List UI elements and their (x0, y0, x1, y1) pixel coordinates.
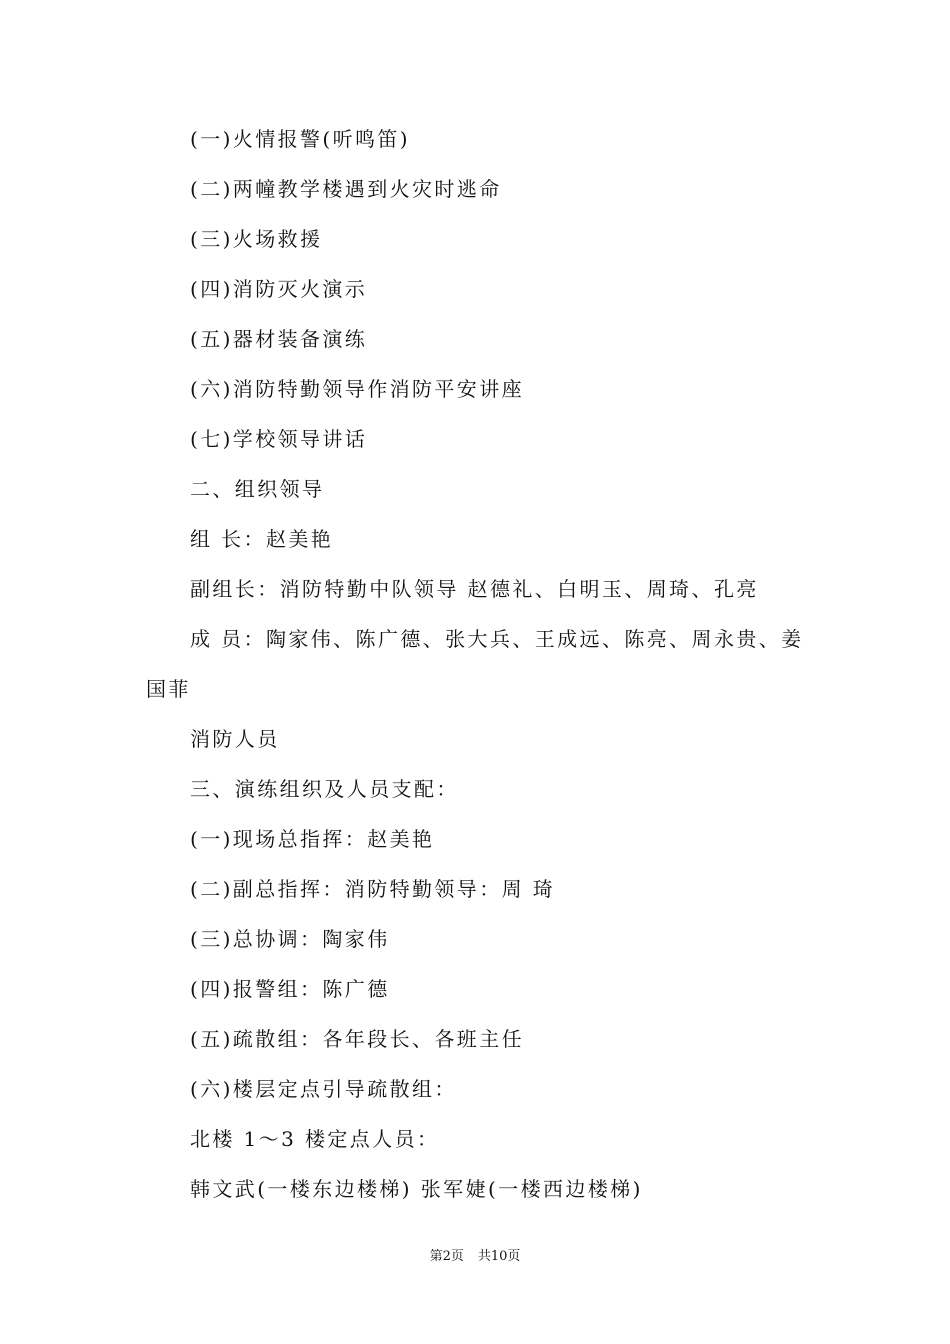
list-item: (一)火情报警(听鸣笛) (190, 127, 411, 151)
list-item: (二)副总指挥：消防特勤领导：周 琦 (190, 877, 556, 901)
list-item: (五)疏散组：各年段长、各班主任 (190, 1027, 525, 1051)
list-item: (四)报警组：陈广德 (190, 977, 390, 1001)
list-item: (四)消防灭火演示 (190, 277, 368, 301)
paragraph: 组 长：赵美艳 (190, 527, 334, 551)
list-item: (二)两幢教学楼遇到火灾时逃命 (190, 177, 502, 201)
list-item: (一)现场总指挥：赵美艳 (190, 827, 435, 851)
list-item: (六)楼层定点引导疏散组： (190, 1077, 457, 1101)
list-item: (七)学校领导讲话 (190, 427, 368, 451)
list-item: (三)总协调：陶家伟 (190, 927, 390, 951)
paragraph: 韩文武(一楼东边楼梯) 张军婕(一楼西边楼梯) (190, 1177, 643, 1201)
paragraph: 消防人员 (190, 727, 280, 751)
page-number: 第2页 (429, 1249, 464, 1264)
paragraph-continuation: 国菲 (146, 677, 191, 701)
paragraph: 北楼 1～3 楼定点人员： (190, 1127, 440, 1151)
section-heading: 三、演练组织及人员支配： (190, 777, 459, 801)
document-body (146, 114, 826, 1214)
paragraph: 成 员：陶家伟、陈广德、张大兵、王成远、陈亮、周永贵、姜 (190, 627, 804, 651)
list-item: (五)器材装备演练 (190, 327, 368, 351)
section-heading: 二、组织领导 (190, 477, 325, 501)
list-item: (三)火场救援 (190, 227, 323, 251)
page-total: 共10页 (477, 1249, 521, 1264)
page-footer (0, 1248, 950, 1266)
list-item: (六)消防特勤领导作消防平安讲座 (190, 377, 525, 401)
paragraph: 副组长：消防特勤中队领导 赵德礼、白明玉、周琦、孔亮 (190, 577, 759, 601)
